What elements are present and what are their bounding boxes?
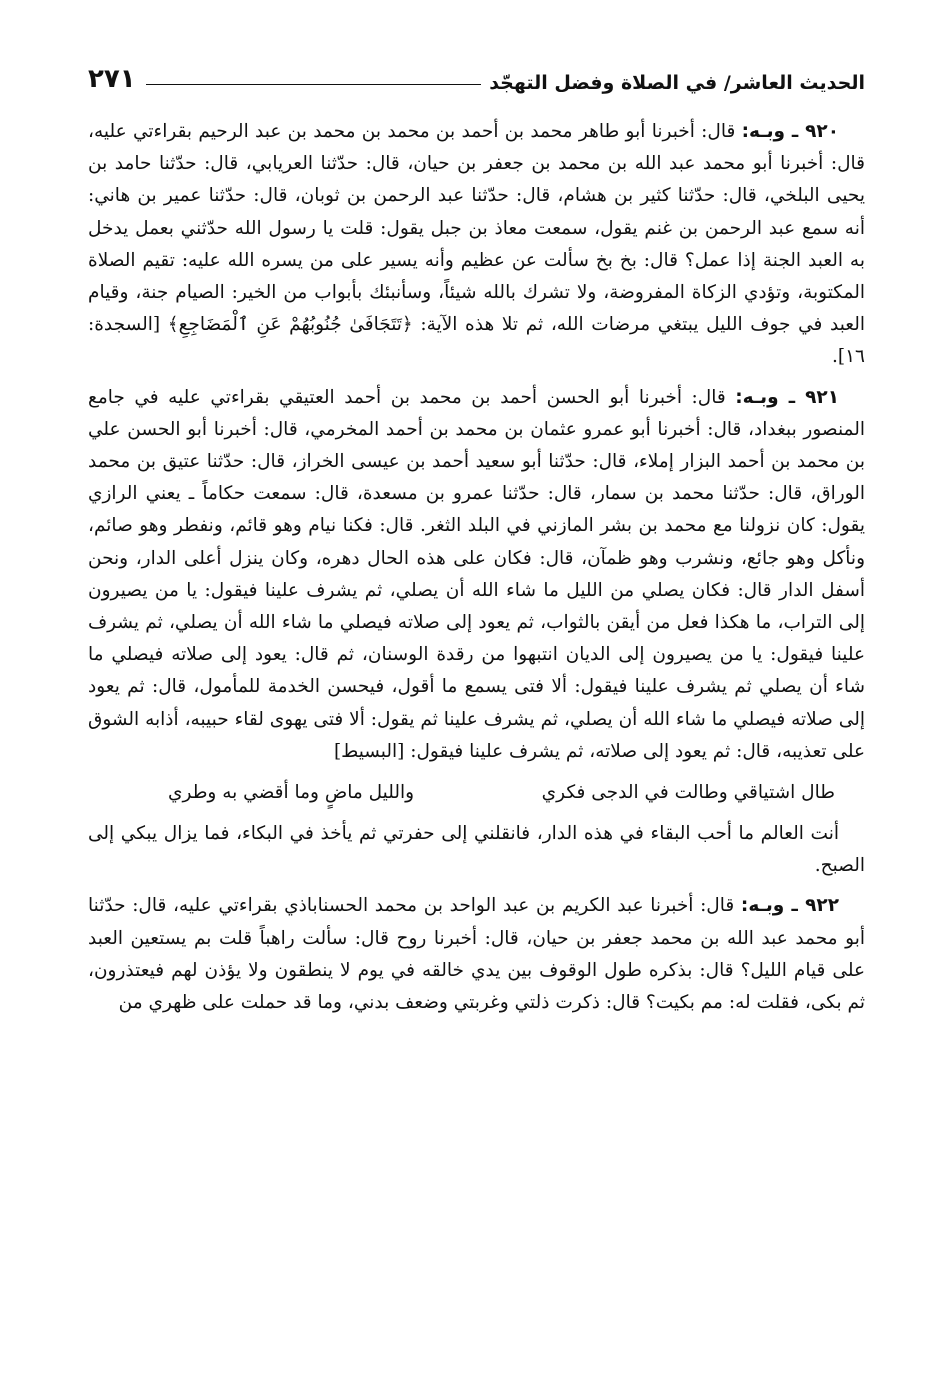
hadith-paragraph-920: [88, 116, 865, 374]
header-rule: [146, 84, 482, 85]
hadith-paragraph-921: [88, 382, 865, 768]
running-title: الحديث العاشر/ في الصلاة وفضل التهجّد: [489, 72, 865, 94]
page-number: ٢٧١: [88, 64, 136, 94]
hadith-paragraph-922: [88, 890, 865, 1019]
hadith-number: ٩٢٠ ـ وبـه:: [741, 121, 839, 142]
poem-hemistich-first: طال اشتياقي وطالت في الدجى فكري: [541, 782, 835, 804]
poem-hemistich-second: والليل ماضٍ وما أقضي به وطري: [168, 782, 415, 804]
poem-verse: [88, 776, 865, 810]
hadith-number: ٩٢١ ـ وبـه:: [735, 386, 840, 408]
hadith-text: قال: أخبرنا عبد الكريم بن عبد الواحد بن محمد الحسناباذي بقراءتي عليه، قال: حدّثنا أبو محمد عبد الله بن محمد جعفر بن حيان، قال: أخبرنا روح قال: سألت راهباً قلت بم يستعين العبد على قيام الليل؟ قال: بذكره طول الوقوف بين يدي خالقه في يوم لا ينطقون ولا يؤذن لهم فيعتذرون، ثم بكى، فقلت له: مم بكيت؟ قال: ذكرت ذلتي وغربتي وضعف بدني، وما قد حملت على ظهري من: [88, 895, 865, 1014]
hadith-number: ٩٢٢ ـ وبـه:: [740, 895, 839, 917]
page-header: [88, 58, 865, 94]
after-poem-text: أنت العالم ما أحب البقاء في هذه الدار، فانقلني إلى حفرتي ثم يأخذ في البكاء، فما يزال يبكي إلى الصبح.: [88, 823, 865, 877]
page-body: [88, 116, 865, 1027]
hadith-text: قال: أخبرنا أبو الحسن أحمد بن محمد بن أحمد العتيقي بقراءتي عليه في جامع المنصور ببغداد، قال: أخبرنا أبو عمرو عثمان بن محمد بن أحمد المخرمي، قال: أخبرنا أبو الحسن علي بن محمد بن أحمد البزار إملاء، قال: حدّثنا أبو سعيد أحمد بن عيسى الخراز، قال: حدّثنا عتيق بن محمد الوراق، قال: حدّثنا محمد بن سمار، قال: حدّثنا عمرو بن مسعدة، قال: سمعت حكاماً ـ يعني الرازي يقول: كان نزولنا مع محمد بن بشر المازني في البلد الثغر. قال: فكنا نيام وهو قائم، ونفطر وهو صائم، ونأكل وهو جائع، ونشرب وهو ظمآن، قال: فكان على هذه الحال دهره، وكان ينزل أعلى الدار، ونحن أسفل الدار قال: فكان يصلي من الليل ما شاء الله أن يصلي، ثم يشرف علينا فيقول: يا من يصيرون إلى التراب، ما هكذا فعل من أيقن بالثواب، ثم يعود إلى صلاته فيصلي ما شاء الله أن يصلي، ثم يشرف علينا فيقول: يا من يصيرون إلى الديان انتبهوا من رقدة الوسنان، ثم قال: يعود إلى صلاته فيصلي ما شاء أن يصلي ثم يشرف علينا فيقول: ألا فتى يسمع ما أقول، فيحسن الخدمة للمأمول، قال: ثم يعود إلى صلاته فيصلي ما شاء الله أن يصلي، ثم يشرف علينا ثم يقول: ألا فتى يهوى لقاء حبيبه، أذابه الشوق على تعذيبه، قال: ثم يعود إلى صلاته، ثم يشرف علينا فيقول: [البسيط]: [88, 386, 865, 762]
hadith-text: قال: أخبرنا أبو طاهر محمد بن أحمد بن محمد بن محمد بن عبد الرحيم بقراءتي عليه، قال: أخبرنا أبو محمد عبد الله بن محمد بن جعفر بن حيان، قال: حدّثنا العريابي، قال: حدّثنا حامد بن يحيى البلخي، قال: حدّثنا كثير بن هشام، قال: حدّثنا عبد الرحمن بن ثوبان، قال: حدّثنا عمير بن هاني: أنه سمع عبد الرحمن بن غنم يقول، سمعت معاذ بن جبل يقول: قلت يا رسول الله حدّثني بعمل يدخل به العبد الجنة إذا عمل؟ قال: بخ بخ سألت عن عظيم وأنه يسير على من يسره الله عليه: تقيم الصلاة المكتوبة، وتؤدي الزكاة المفروضة، ولا تشرك بالله شيئاً، وسأنبئك بأبواب من الخير: الصيام جنة، وقيام العبد في جوف الليل يبتغي مرضات الله، ثم تلا هذه الآية: ﴿تَتَجَافَىٰ جُنُوبُهُمْ عَنِ ٱلْمَضَاجِعِ﴾ [السجدة: ١٦].: [88, 121, 865, 368]
